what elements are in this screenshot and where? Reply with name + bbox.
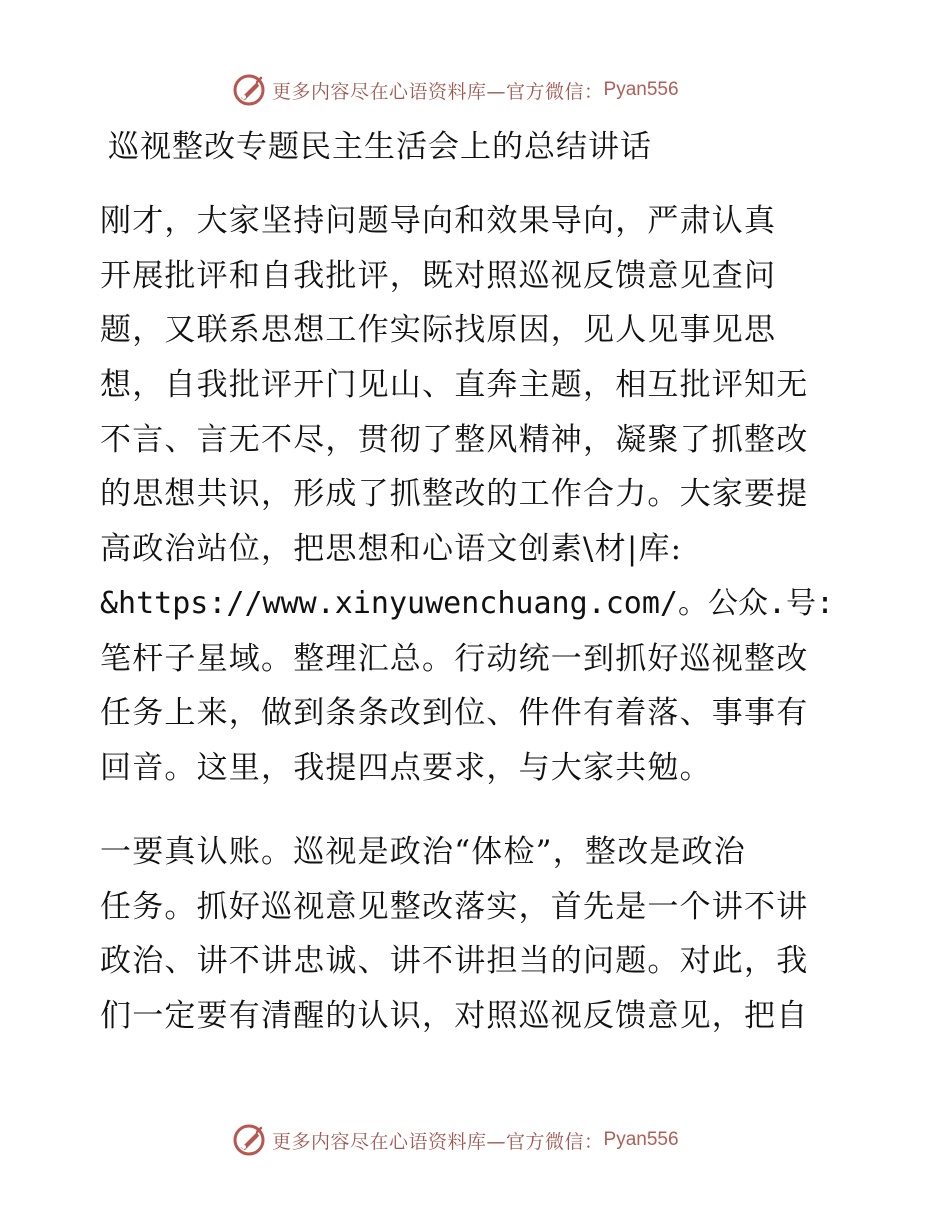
paragraph-line: 笔杆子星域。整理汇总。行动统一到抓好巡视整改 (100, 640, 809, 677)
document-title: 巡视整改专题民主生活会上的总结讲话 (108, 129, 652, 165)
watermark-wechat-id: Pyan556 (603, 1129, 679, 1150)
paragraph-line-url: &https://www.xinyuwenchuang.com/。公众.号: (100, 585, 835, 621)
header-watermark-banner (232, 70, 679, 110)
paragraph-line: 刚才，大家坚持问题导向和效果导向，严肃认真 (100, 203, 777, 239)
paragraph-line: 想，自我批评开门见山、直奔主题，相互批评知无 (100, 367, 809, 404)
paragraph-line: 题，又联系思想工作实际找原因，见人见事见思 (100, 312, 777, 349)
paragraph-line: 一要真认账。巡视是政治“体检”，整改是政治 (100, 834, 746, 870)
quill-logo-icon (232, 1123, 266, 1157)
watermark-wechat-id: Pyan556 (603, 79, 679, 100)
paragraph-line: 回音。这里，我提四点要求，与大家共勉。 (100, 749, 712, 786)
paragraph-line: 任务。抓好巡视意见整改落实，首先是一个讲不讲 (100, 888, 809, 925)
paragraph-line: 开展批评和自我批评，既对照巡视反馈意见查问 (100, 257, 777, 294)
paragraph-line: 政治、讲不讲忠诚、讲不讲担当的问题。对此，我 (100, 943, 809, 980)
paragraph-1 (100, 194, 860, 796)
footer-watermark-banner (232, 1120, 679, 1160)
watermark-promo-text: 更多内容尽在心语资料库—官方微信： (272, 1130, 604, 1153)
paragraph-line: 不言、言无不尽，贯彻了整风精神，凝聚了抓整改 (100, 421, 809, 458)
paragraph-line: 高政治站位，把思想和心语文创素\材|库: (100, 531, 683, 568)
paragraph-2 (100, 825, 860, 1044)
watermark-promo-text: 更多内容尽在心语资料库—官方微信： (272, 80, 604, 103)
quill-logo-icon (232, 73, 266, 107)
paragraph-line: 的思想共识，形成了抓整改的工作合力。大家要提 (100, 476, 809, 513)
paragraph-line: 任务上来，做到条条改到位、件件有着落、事事有 (100, 695, 809, 732)
paragraph-line: 们一定要有清醒的认识，对照巡视反馈意见，把自 (100, 998, 809, 1035)
